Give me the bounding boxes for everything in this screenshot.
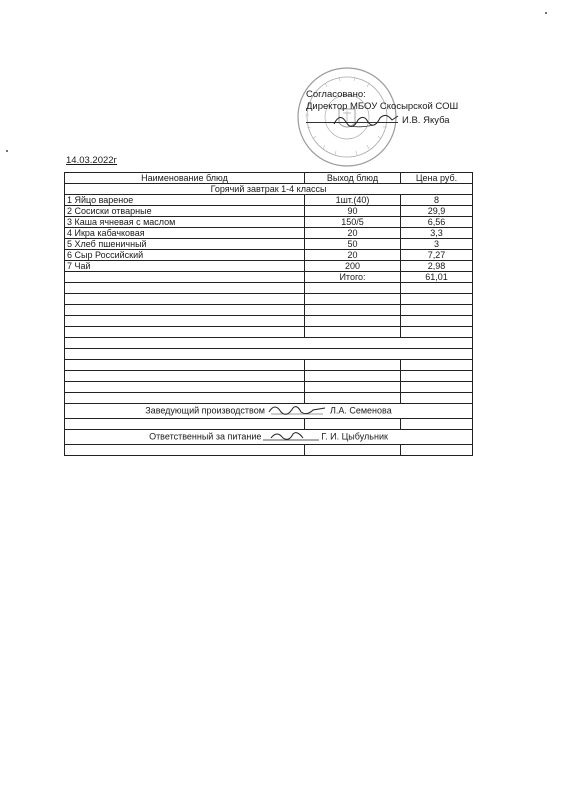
header-dish-name: Наименование блюд — [65, 173, 305, 184]
table-row — [65, 195, 473, 206]
dish-name: 6 Сыр Российский — [65, 250, 305, 261]
empty-row — [65, 445, 473, 456]
dish-yield: 150/5 — [305, 217, 401, 228]
table-row — [65, 250, 473, 261]
dish-name: 2 Сосиски отварные — [65, 206, 305, 217]
approval-position: Директор МБОУ Скосырской СОШ — [306, 101, 459, 112]
empty-row — [65, 316, 473, 327]
empty-row — [65, 327, 473, 338]
dish-name: 1 Яйцо вареное — [65, 195, 305, 206]
empty-row — [65, 283, 473, 294]
scan-speck — [6, 150, 8, 152]
dish-yield: 20 — [305, 250, 401, 261]
document-date: 14.03.2022г — [66, 155, 118, 166]
header-yield: Выход блюд — [305, 173, 401, 184]
empty-row — [65, 305, 473, 316]
table-row — [65, 239, 473, 250]
dish-price: 6,56 — [401, 217, 473, 228]
dish-yield: 20 — [305, 228, 401, 239]
dish-price: 3,3 — [401, 228, 473, 239]
total-row — [65, 272, 473, 283]
empty-row — [65, 382, 473, 393]
empty-row — [65, 338, 473, 349]
responsible-signature — [261, 430, 321, 444]
table-row — [65, 206, 473, 217]
signature-name: Г. И. Цыбульник — [321, 431, 388, 442]
dish-price: 3 — [401, 239, 473, 250]
approval-heading: Согласовано: — [306, 89, 366, 100]
dish-price: 8 — [401, 195, 473, 206]
total-label: Итого: — [305, 272, 401, 283]
empty-row — [65, 294, 473, 305]
empty-row — [65, 419, 473, 430]
production-signature — [267, 404, 327, 418]
approval-signer-name: И.В. Якуба — [402, 115, 450, 126]
director-signature — [330, 108, 402, 132]
dish-yield: 90 — [305, 206, 401, 217]
empty-cell — [65, 272, 305, 283]
dish-name: 7 Чай — [65, 261, 305, 272]
signature-name: Л.А. Семенова — [329, 405, 392, 416]
signature-row-production — [65, 404, 473, 419]
empty-row — [65, 349, 473, 360]
signature-cell — [65, 430, 473, 445]
empty-row — [65, 360, 473, 371]
dish-yield: 50 — [305, 239, 401, 250]
total-value: 61,01 — [401, 272, 473, 283]
dish-yield: 200 — [305, 261, 401, 272]
signature-row-responsible — [65, 430, 473, 445]
signature-role: Заведующий производством — [145, 405, 265, 416]
signature-role: Ответственный за питание — [149, 431, 262, 442]
section-title: Горячий завтрак 1-4 классы — [65, 184, 473, 195]
dish-yield: 1шт.(40) — [305, 195, 401, 206]
dish-name: 4 Икра кабачковая — [65, 228, 305, 239]
section-row — [65, 184, 473, 195]
table-row — [65, 261, 473, 272]
empty-row — [65, 393, 473, 404]
table-row — [65, 228, 473, 239]
dish-name: 5 Хлеб пшеничный — [65, 239, 305, 250]
scan-speck — [545, 12, 547, 14]
header-price: Цена руб. — [401, 173, 473, 184]
empty-row — [65, 371, 473, 382]
dish-name: 3 Каша ячневая с маслом — [65, 217, 305, 228]
dish-price: 2,98 — [401, 261, 473, 272]
table-row — [65, 217, 473, 228]
dish-price: 7,27 — [401, 250, 473, 261]
menu-table — [64, 172, 473, 456]
table-header-row — [65, 173, 473, 184]
dish-price: 29,9 — [401, 206, 473, 217]
signature-cell — [65, 404, 473, 419]
